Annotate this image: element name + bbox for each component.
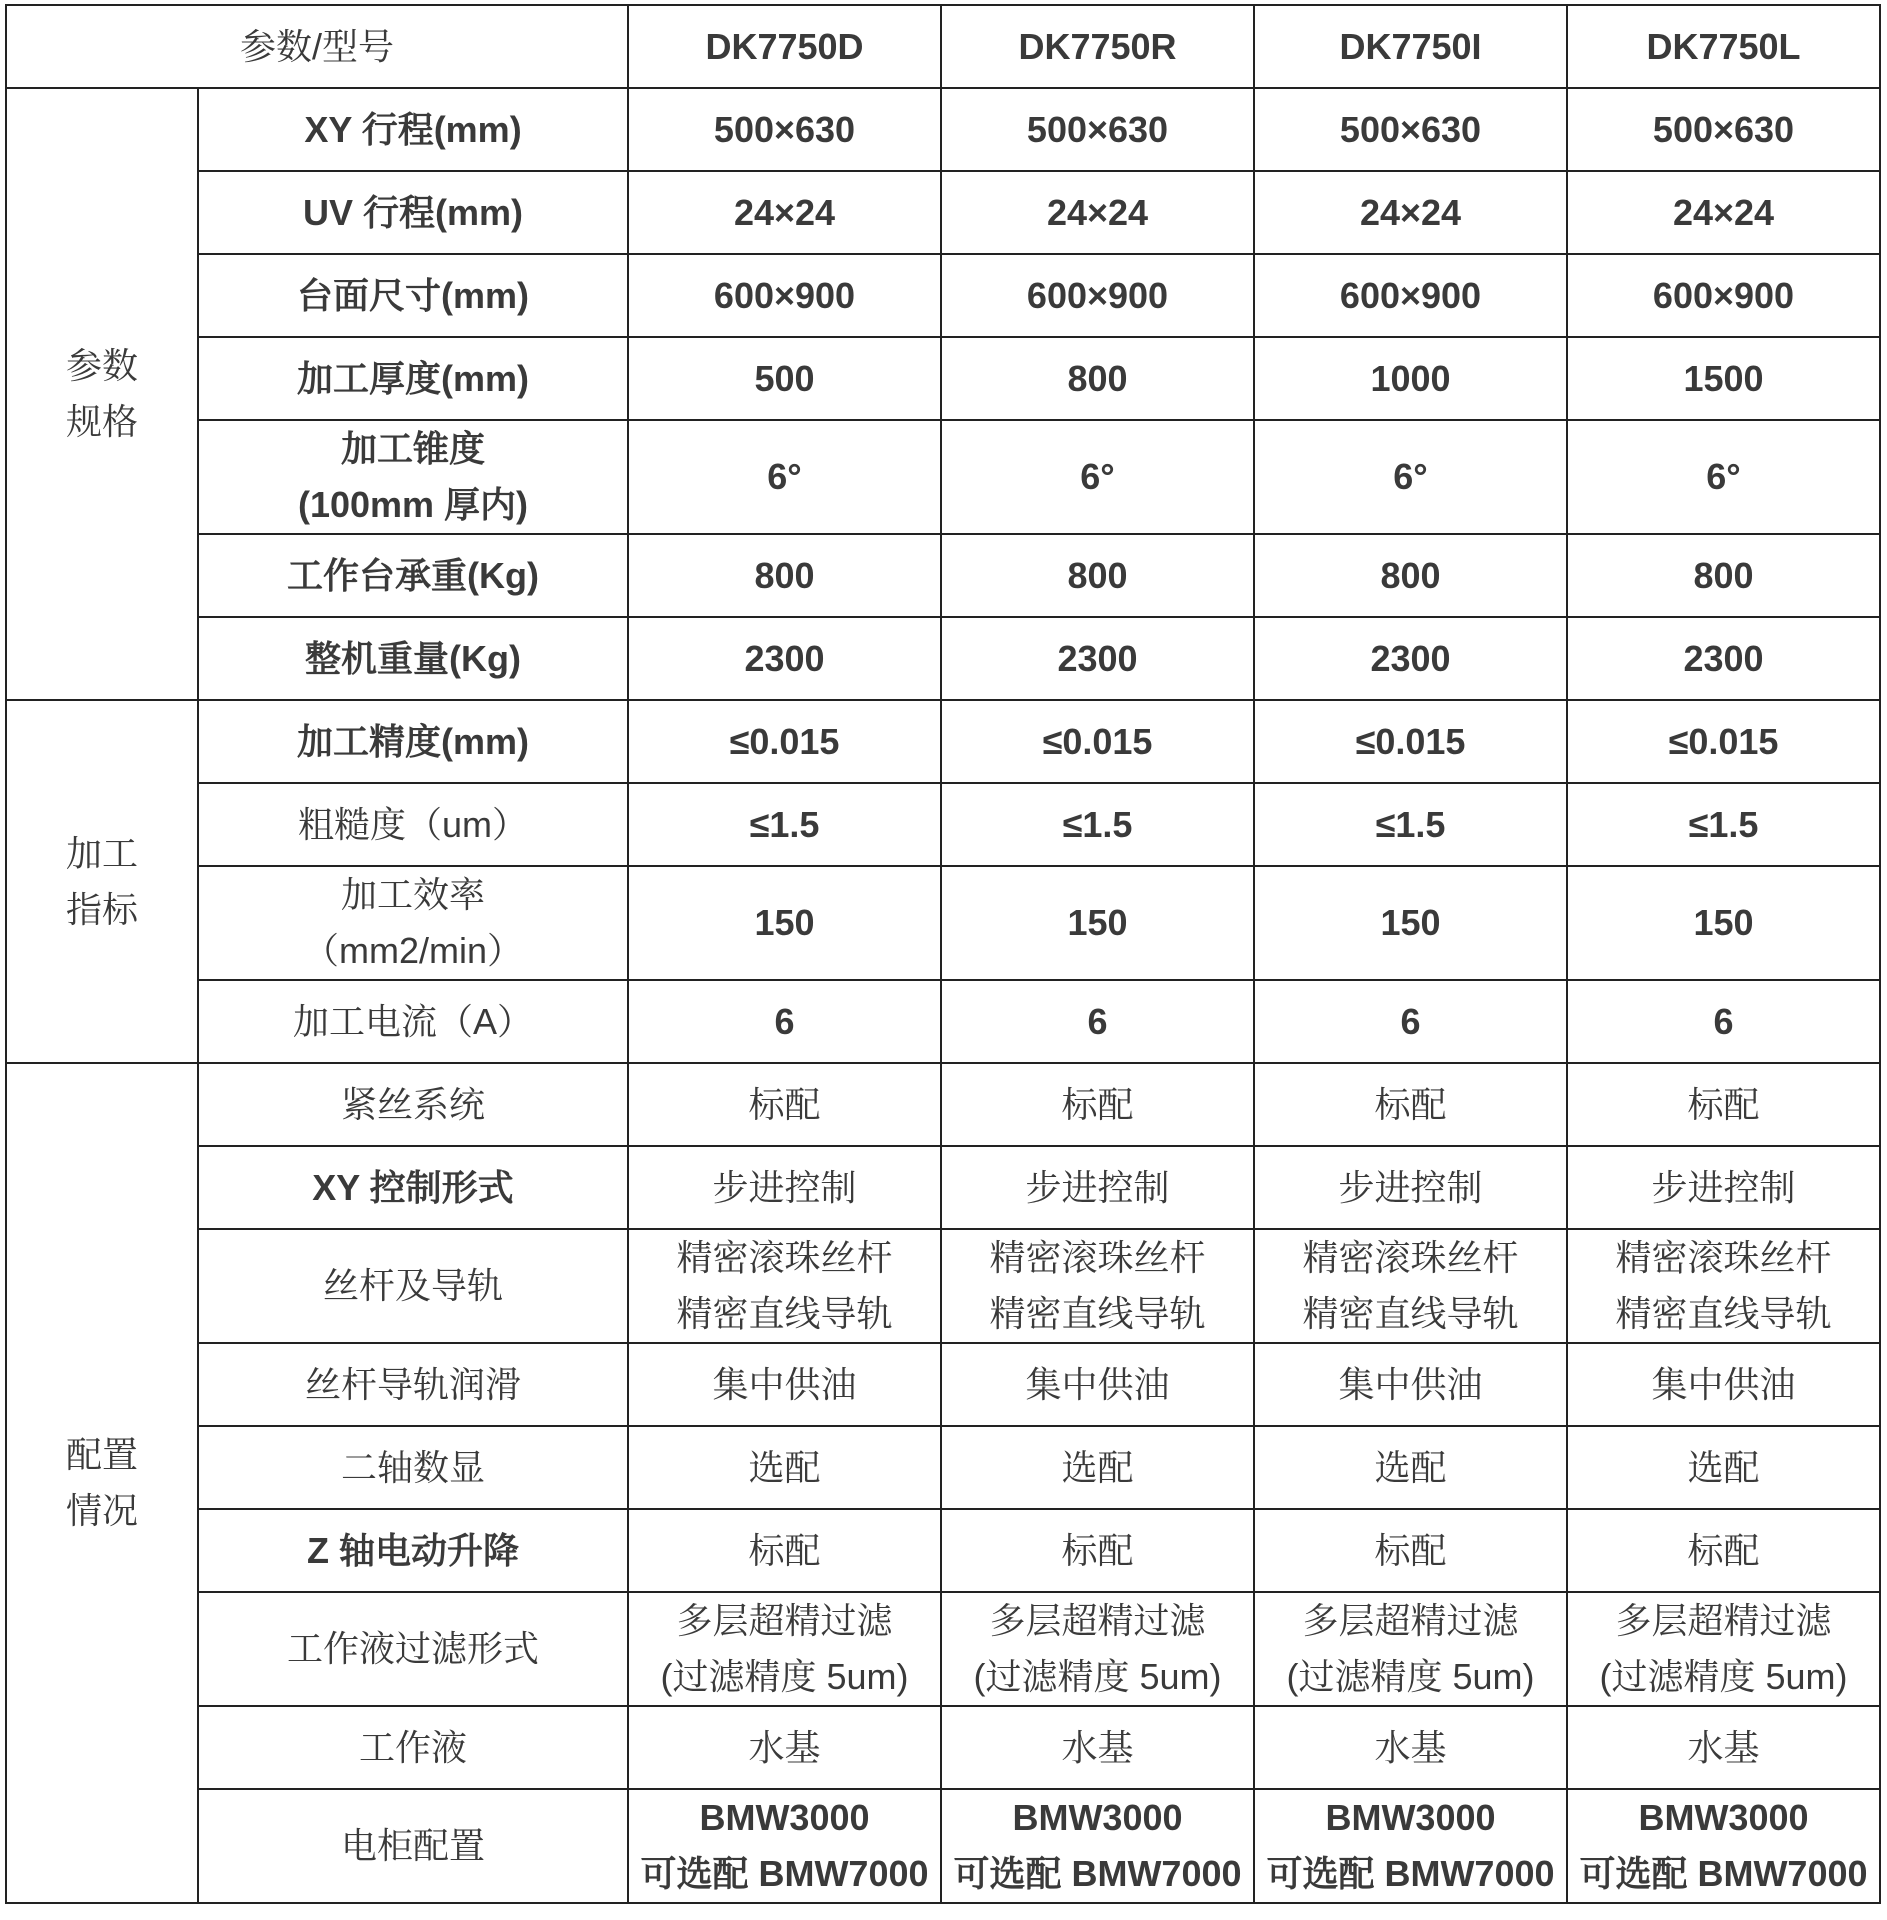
cell-text-line: 选配 [1687,1446,1760,1488]
cell-text-line: 2300 [1057,637,1138,679]
cell-text-line: ≤1.5 [1062,803,1133,845]
table-row [6,534,1880,617]
model-name: DK7750D [705,25,864,67]
value-cell [1567,420,1880,534]
parameter-name-cell [198,1789,628,1903]
cell-text-line: 电柜配置 [340,1825,485,1866]
header-row [6,5,1880,88]
spec-table [5,4,1881,1904]
value-cell [1567,1063,1880,1146]
value-cell [1567,980,1880,1063]
cell-text-line: BMW3000 [1325,1797,1496,1838]
value-cell [941,1706,1254,1789]
cell-text-line: BMW3000 [1012,1797,1183,1838]
value-cell [1567,1146,1880,1229]
value-cell [1567,171,1880,254]
cell-text-line: 6 [1087,1000,1108,1042]
value-cell [628,1229,941,1343]
cell-text-line: 水基 [1061,1726,1134,1768]
cell-text-line: 可选配 BMW7000 [640,1853,929,1894]
cell-text-line: 6 [1400,1000,1421,1042]
cell-text-line: 精密滚珠丝杆 [676,1237,893,1278]
cell-text-line: BMW3000 [699,1797,870,1838]
cell-text-line: 加工电流（A） [292,1000,533,1042]
value-cell [1254,1592,1567,1706]
cell-text-line: 标配 [748,1529,821,1571]
value-cell [628,88,941,171]
value-cell [1567,1229,1880,1343]
cell-text-line: 6° [767,456,802,497]
cell-text-line: 精密滚珠丝杆 [1615,1237,1832,1278]
value-cell [1254,1229,1567,1343]
cell-text-line: 指标 [65,888,138,930]
cell-text-line: (过滤精度 5um) [660,1656,909,1697]
header-label-cell [6,5,628,88]
cell-text-line: 150 [1380,902,1441,943]
cell-text-line: ≤1.5 [749,803,820,845]
cell-text-line: 可选配 BMW7000 [1579,1853,1868,1894]
cell-text-line: 150 [754,902,815,943]
cell-text-line: XY 控制形式 [312,1166,514,1208]
cell-text-line: ≤0.015 [729,720,840,762]
value-cell [1254,700,1567,783]
value-cell [941,1229,1254,1343]
value-cell [1254,1063,1567,1146]
value-cell [941,1789,1254,1903]
cell-text-line: 加工 [65,832,138,874]
table-row [6,700,1880,783]
cell-text-line: 600×900 [713,274,856,316]
parameter-name-cell [198,420,628,534]
table-row [6,1146,1880,1229]
table-row [6,617,1880,700]
cell-text-line: 二轴数显 [340,1446,485,1488]
category-cell [6,1063,198,1903]
cell-text-line: 600×900 [1652,274,1795,316]
cell-text-line: 情况 [65,1490,138,1531]
value-cell [1567,534,1880,617]
parameter-name-cell [198,1229,628,1343]
cell-text-line: 标配 [1374,1529,1447,1571]
cell-text-line: 配置 [65,1434,138,1475]
cell-text-line: XY 行程(mm) [304,108,522,150]
cell-text-line: 600×900 [1339,274,1482,316]
cell-text-line: 精密直线导轨 [1615,1293,1832,1334]
cell-text-line: 1000 [1370,357,1451,399]
cell-text-line: 步进控制 [1025,1166,1170,1208]
spec-table-container [5,4,1881,1904]
cell-text-line: 可选配 BMW7000 [953,1853,1242,1894]
cell-text-line: 500×630 [1026,108,1169,150]
parameter-name-cell [198,783,628,866]
value-cell [1254,980,1567,1063]
value-cell [941,1343,1254,1426]
cell-text-line: 500×630 [1652,108,1795,150]
model-header-cell [1254,5,1567,88]
cell-text-line: 500×630 [1339,108,1482,150]
cell-text-line: 参数 [65,345,138,386]
parameter-name-cell [198,1509,628,1592]
value-cell [628,783,941,866]
table-row [6,254,1880,337]
value-cell [1567,1426,1880,1509]
parameter-name-cell [198,1706,628,1789]
value-cell [941,1146,1254,1229]
category-cell [6,700,198,1063]
table-row [6,783,1880,866]
cell-text-line: 集中供油 [1025,1363,1170,1405]
cell-text-line: 集中供油 [712,1363,857,1405]
cell-text-line: 6° [1080,456,1115,497]
value-cell [628,1426,941,1509]
cell-text-line: 800 [1693,554,1754,596]
value-cell [941,1509,1254,1592]
value-cell [1567,1592,1880,1706]
value-cell [941,337,1254,420]
value-cell [941,420,1254,534]
model-header-cell [1567,5,1880,88]
table-row [6,1706,1880,1789]
value-cell [1567,88,1880,171]
cell-text-line: 1500 [1683,357,1764,399]
value-cell [1254,1343,1567,1426]
cell-text-line: 6° [1706,456,1741,497]
value-cell [941,254,1254,337]
cell-text-line: 2300 [1370,637,1451,679]
value-cell [941,1426,1254,1509]
value-cell [941,980,1254,1063]
cell-text-line: 标配 [1687,1529,1760,1571]
cell-text-line: 粗糙度（um） [297,803,528,845]
value-cell [1567,866,1880,980]
cell-text-line: 标配 [1061,1083,1134,1125]
cell-text-line: ≤0.015 [1042,720,1153,762]
value-cell [941,617,1254,700]
cell-text-line: 500×630 [713,108,856,150]
parameter-name-cell [198,1146,628,1229]
cell-text-line: 加工效率 [340,874,485,915]
cell-text-line: 规格 [65,401,138,442]
cell-text-line: 2300 [744,637,825,679]
table-row [6,1063,1880,1146]
cell-text-line: 选配 [1374,1446,1447,1488]
parameter-name-cell [198,700,628,783]
cell-text-line: 丝杆导轨润滑 [304,1363,521,1405]
cell-text-line: 紧丝系统 [340,1083,485,1125]
table-row [6,420,1880,534]
cell-text-line: UV 行程(mm) [302,191,523,233]
cell-text-line: 步进控制 [1338,1166,1483,1208]
cell-text-line: 选配 [748,1446,821,1488]
cell-text-line: 24×24 [1359,191,1462,233]
value-cell [1254,337,1567,420]
value-cell [1254,88,1567,171]
cell-text-line: 水基 [1687,1726,1760,1768]
cell-text-line: 精密滚珠丝杆 [989,1237,1206,1278]
parameter-name-cell [198,1426,628,1509]
cell-text-line: 水基 [1374,1726,1447,1768]
cell-text-line: 多层超精过滤 [1615,1600,1832,1641]
value-cell [1254,420,1567,534]
model-name: DK7750R [1018,25,1177,67]
parameter-name-cell [198,617,628,700]
parameter-name-cell [198,1063,628,1146]
value-cell [1567,337,1880,420]
table-row [6,1789,1880,1903]
cell-text-line: ≤0.015 [1355,720,1466,762]
cell-text-line: 工作液 [358,1726,467,1768]
parameter-name-cell [198,1343,628,1426]
table-row [6,88,1880,171]
cell-text-line: 多层超精过滤 [989,1600,1206,1641]
value-cell [628,420,941,534]
category-cell [6,88,198,700]
value-cell [941,1063,1254,1146]
value-cell [628,1063,941,1146]
parameter-name-cell [198,254,628,337]
cell-text-line: 工作台承重(Kg) [287,554,539,596]
value-cell [941,866,1254,980]
value-cell [1254,1426,1567,1509]
cell-text-line: 加工精度(mm) [297,720,529,762]
value-cell [1567,1509,1880,1592]
value-cell [1567,1789,1880,1903]
parameter-name-cell [198,866,628,980]
cell-text-line: 2300 [1683,637,1764,679]
cell-text-line: (过滤精度 5um) [1599,1656,1848,1697]
parameter-name-cell [198,1592,628,1706]
value-cell [1254,171,1567,254]
value-cell [1254,1706,1567,1789]
value-cell [628,700,941,783]
cell-text-line: 精密直线导轨 [1302,1293,1519,1334]
value-cell [628,1592,941,1706]
value-cell [1567,700,1880,783]
value-cell [941,534,1254,617]
value-cell [1254,254,1567,337]
value-cell [628,534,941,617]
cell-text-line: 加工锥度 [340,428,485,469]
table-row [6,866,1880,980]
cell-text-line: 800 [1380,554,1441,596]
parameter-name-cell [198,980,628,1063]
cell-text-line: 150 [1693,902,1754,943]
cell-text-line: 加工厚度(mm) [297,357,529,399]
cell-text-line: 800 [1067,357,1128,399]
value-cell [1254,1146,1567,1229]
parameter-name-cell [198,88,628,171]
value-cell [1567,1706,1880,1789]
cell-text-line: 步进控制 [712,1166,857,1208]
table-row [6,1509,1880,1592]
value-cell [1567,1343,1880,1426]
table-row [6,171,1880,254]
cell-text-line: （mm2/min） [302,930,523,971]
cell-text-line: 精密滚珠丝杆 [1302,1237,1519,1278]
cell-text-line: 24×24 [733,191,836,233]
value-cell [1254,866,1567,980]
table-row [6,337,1880,420]
cell-text-line: 24×24 [1046,191,1149,233]
value-cell [628,1343,941,1426]
cell-text-line: 集中供油 [1338,1363,1483,1405]
cell-text-line: (过滤精度 5um) [1286,1656,1535,1697]
table-row [6,1229,1880,1343]
model-header-cell [628,5,941,88]
model-name: DK7750L [1646,25,1801,67]
value-cell [941,1592,1254,1706]
cell-text-line: ≤0.015 [1668,720,1779,762]
value-cell [941,700,1254,783]
cell-text-line: 集中供油 [1651,1363,1796,1405]
model-header-cell [941,5,1254,88]
cell-text-line: 水基 [748,1726,821,1768]
value-cell [628,337,941,420]
cell-text-line: 标配 [748,1083,821,1125]
cell-text-line: 标配 [1374,1083,1447,1125]
value-cell [1567,254,1880,337]
parameter-name-cell [198,171,628,254]
value-cell [1254,534,1567,617]
cell-text-line: 可选配 BMW7000 [1266,1853,1555,1894]
cell-text-line: 多层超精过滤 [1302,1600,1519,1641]
value-cell [1567,617,1880,700]
cell-text-line: 600×900 [1026,274,1169,316]
value-cell [628,866,941,980]
cell-text-line: 500 [754,357,815,399]
cell-text-line: 标配 [1687,1083,1760,1125]
spec-table-body [6,5,1880,1903]
cell-text-line: 150 [1067,902,1128,943]
cell-text-line: 800 [1067,554,1128,596]
cell-text-line: 选配 [1061,1446,1134,1488]
value-cell [1254,617,1567,700]
value-cell [1254,783,1567,866]
parameter-name-cell [198,534,628,617]
cell-text-line: 丝杆及导轨 [322,1265,503,1306]
table-row [6,1343,1880,1426]
cell-text-line: 台面尺寸(mm) [297,274,529,316]
cell-text-line: 精密直线导轨 [676,1293,893,1334]
cell-text-line: 800 [754,554,815,596]
value-cell [628,1146,941,1229]
value-cell [628,1706,941,1789]
value-cell [628,617,941,700]
value-cell [1567,783,1880,866]
parameter-name-cell [198,337,628,420]
cell-text-line: 24×24 [1672,191,1775,233]
value-cell [628,1509,941,1592]
cell-text-line: 6 [774,1000,795,1042]
value-cell [941,171,1254,254]
value-cell [628,254,941,337]
cell-text-line: 工作液过滤形式 [286,1628,539,1669]
cell-text-line: 整机重量(Kg) [305,637,521,679]
cell-text-line: 6° [1393,456,1428,497]
value-cell [1254,1509,1567,1592]
cell-text-line: ≤1.5 [1375,803,1446,845]
value-cell [1254,1789,1567,1903]
table-row [6,1426,1880,1509]
cell-text-line: 精密直线导轨 [989,1293,1206,1334]
model-name: DK7750I [1339,25,1482,67]
value-cell [628,171,941,254]
value-cell [628,980,941,1063]
value-cell [941,88,1254,171]
cell-text-line: 步进控制 [1651,1166,1796,1208]
value-cell [628,1789,941,1903]
cell-text-line: (100mm 厚内) [297,484,529,525]
value-cell [941,783,1254,866]
cell-text-line: 6 [1713,1000,1734,1042]
table-row [6,980,1880,1063]
cell-text-line: Z 轴电动升降 [307,1529,519,1571]
cell-text-line: BMW3000 [1638,1797,1809,1838]
table-row [6,1592,1880,1706]
header-label: 参数/型号 [239,25,394,67]
cell-text-line: 标配 [1061,1529,1134,1571]
cell-text-line: 多层超精过滤 [676,1600,893,1641]
cell-text-line: ≤1.5 [1688,803,1759,845]
cell-text-line: (过滤精度 5um) [973,1656,1222,1697]
